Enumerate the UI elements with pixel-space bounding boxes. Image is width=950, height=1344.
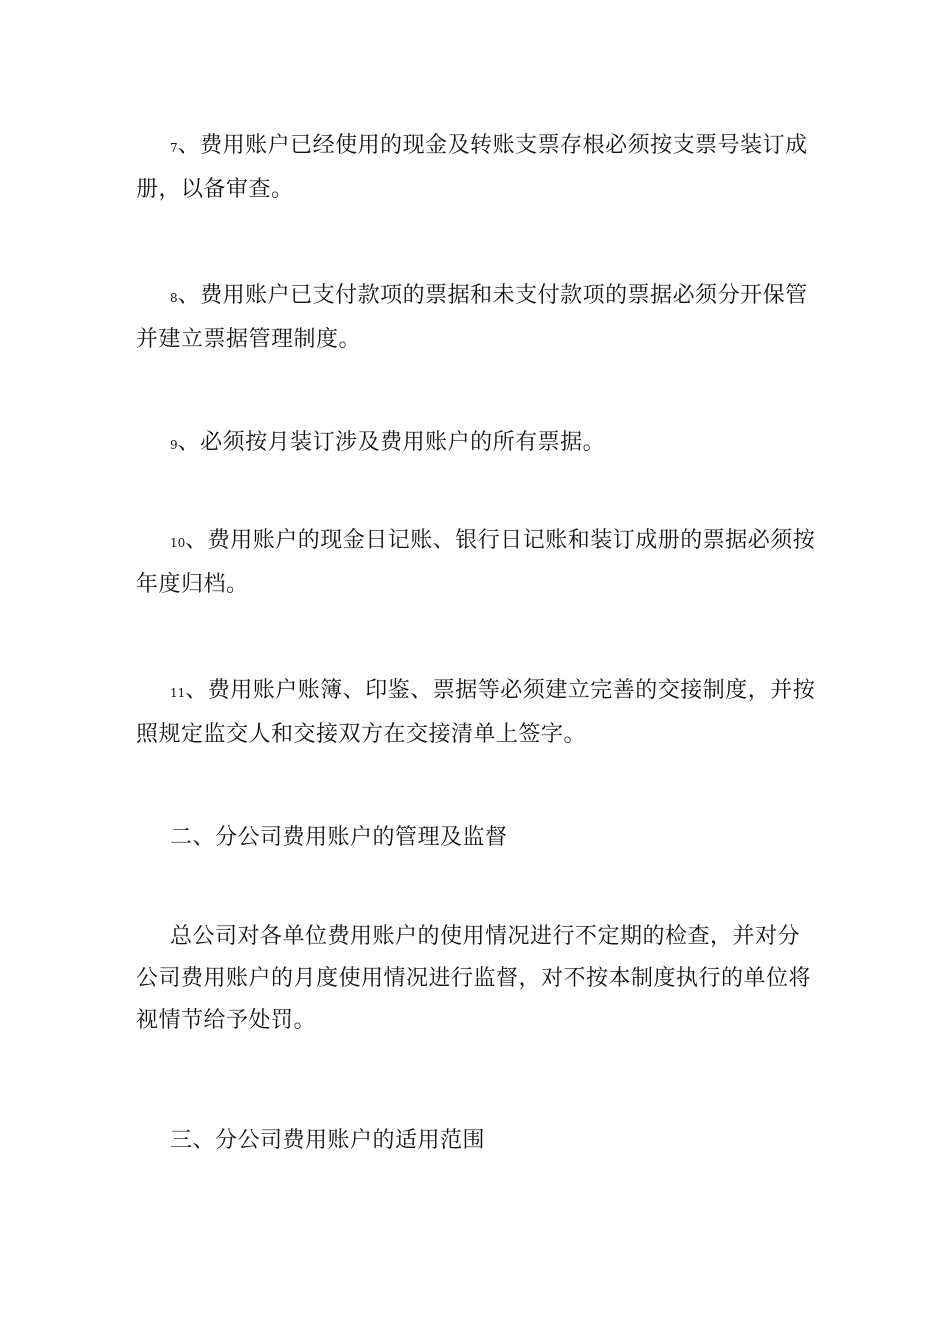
section-two-body xyxy=(136,916,816,1042)
paragraph-item-8 xyxy=(136,275,816,361)
paragraph-line: 公司费用账户的月度使用情况进行监督，对不按本制度执行的单位将 xyxy=(136,966,812,991)
section-heading: 二、分公司费用账户的管理及监督 xyxy=(170,825,508,850)
paragraph-line: 总公司对各单位费用账户的使用情况进行不定期的检查，并对分 xyxy=(170,924,801,949)
item-number: 10 xyxy=(170,536,186,550)
paragraph-line: 视情节给予处罚。 xyxy=(136,1008,317,1033)
paragraph-line xyxy=(136,125,816,169)
section-heading: 三、分公司费用账户的适用范围 xyxy=(170,1128,486,1153)
section-two-heading xyxy=(136,817,816,859)
paragraph-line: 年度归档。 xyxy=(136,572,249,597)
item-number: 8 xyxy=(170,291,178,305)
item-number: 11 xyxy=(170,686,186,700)
paragraph-line xyxy=(136,520,816,564)
paragraph-text: 、费用账户的现金日记账、银行日记账和装订成册的票据必须按 xyxy=(185,528,816,553)
paragraph-line: 照规定监交人和交接双方在交接清单上签字。 xyxy=(136,722,587,747)
paragraph-item-11 xyxy=(136,670,816,756)
paragraph-text: 、费用账户已经使用的现金及转账支票存根必须按支票号装订成 xyxy=(177,133,808,158)
paragraph-line xyxy=(136,670,816,714)
section-three-heading xyxy=(136,1120,816,1162)
paragraph-line: 并建立票据管理制度。 xyxy=(136,327,362,352)
paragraph-text: 、费用账户账簿、印鉴、票据等必须建立完善的交接制度，并按 xyxy=(185,678,816,703)
paragraph-text: 、必须按月装订涉及费用账户的所有票据。 xyxy=(177,430,606,455)
item-number: 7 xyxy=(170,141,178,155)
item-number: 9 xyxy=(170,438,178,452)
paragraph-item-9 xyxy=(136,422,816,466)
paragraph-text: 、费用账户已支付款项的票据和未支付款项的票据必须分开保管 xyxy=(177,283,808,308)
paragraph-item-10 xyxy=(136,520,816,606)
paragraph-item-7 xyxy=(136,125,816,211)
paragraph-line: 册，以备审查。 xyxy=(136,177,294,202)
paragraph-line xyxy=(136,422,816,466)
paragraph-line xyxy=(136,275,816,319)
